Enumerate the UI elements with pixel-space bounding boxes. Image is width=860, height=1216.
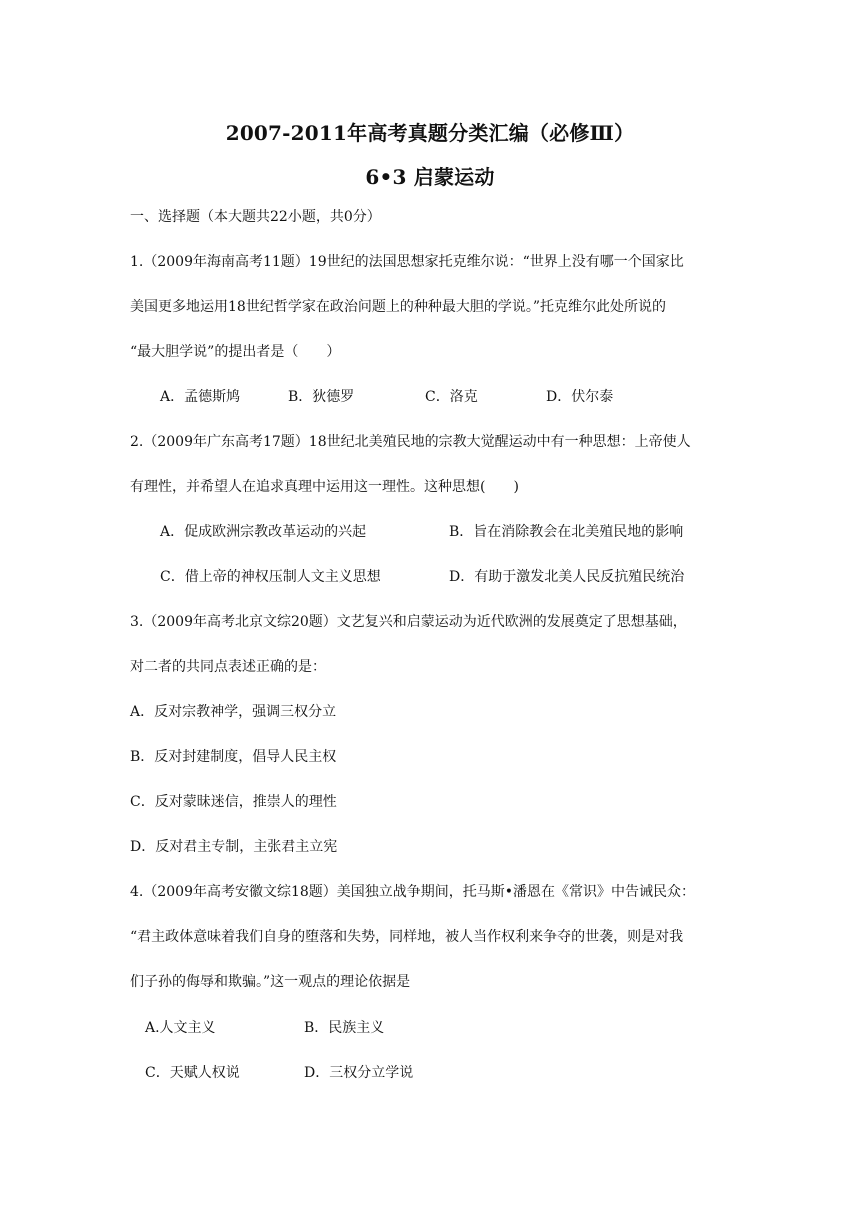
- section-heading: 一、选择题（本大题共22小题，共0分）: [130, 209, 381, 225]
- question-1-option-a[interactable]: A．孟德斯鸠: [160, 389, 241, 405]
- question-1-line-3: “最大胆学说”的提出者是（ ）: [130, 344, 341, 360]
- question-3-option-b[interactable]: B．反对封建制度，倡导人民主权: [130, 749, 337, 765]
- question-3-line-2: 对二者的共同点表述正确的是：: [130, 659, 326, 675]
- question-4-option-d[interactable]: D．三权分立学说: [304, 1065, 414, 1081]
- question-1-option-b[interactable]: B．狄德罗: [288, 389, 355, 405]
- page-subtitle: 6•3 启蒙运动: [365, 165, 495, 189]
- question-2-option-b[interactable]: B．旨在消除教会在北美殖民地的影响: [449, 524, 684, 540]
- question-4-line-3: 们子孙的侮辱和欺骗。”这一观点的理论依据是: [130, 974, 411, 990]
- question-3-option-d[interactable]: D．反对君主专制，主张君主立宪: [130, 839, 338, 855]
- page-title: 2007-2011年高考真题分类汇编（必修Ⅲ）: [225, 121, 635, 145]
- question-3-option-c[interactable]: C．反对蒙昧迷信，推崇人的理性: [130, 794, 337, 810]
- question-4-option-c[interactable]: C．天赋人权说: [145, 1065, 240, 1081]
- question-1-line-1: 1.（2009年海南高考11题）19世纪的法国思想家托克维尔说：“世界上没有哪一个国家比: [130, 254, 684, 270]
- question-4-option-a[interactable]: A.人文主义: [145, 1020, 216, 1036]
- question-1-option-c[interactable]: C．洛克: [425, 389, 478, 405]
- question-2-line-2: 有理性，并希望人在追求真理中运用这一理性。这种思想( ): [130, 479, 519, 495]
- question-1-line-2: 美国更多地运用18世纪哲学家在政治问题上的种种最大胆的学说。”托克维尔此处所说的: [130, 299, 666, 315]
- question-2-line-1: 2.（2009年广东高考17题）18世纪北美殖民地的宗教大觉醒运动中有一种思想：上帝使人: [130, 434, 691, 450]
- question-1-option-d[interactable]: D．伏尔泰: [546, 389, 614, 405]
- question-2-option-d[interactable]: D．有助于激发北美人民反抗殖民统治: [449, 569, 685, 585]
- question-4-line-1: 4.（2009年高考安徽文综18题）美国独立战争期间，托马斯•潘恩在《常识》中告诫民众：: [130, 884, 696, 900]
- question-2-option-c[interactable]: C．借上帝的神权压制人文主义思想: [160, 569, 381, 585]
- question-3-line-1: 3.（2009年高考北京文综20题）文艺复兴和启蒙运动为近代欧洲的发展奠定了思想基础，: [130, 614, 687, 630]
- question-4-option-b[interactable]: B．民族主义: [304, 1020, 385, 1036]
- question-3-option-a[interactable]: A．反对宗教神学，强调三权分立: [130, 704, 337, 720]
- question-4-line-2: “君主政体意味着我们自身的堕落和失势，同样地，被人当作权利来争夺的世袭，则是对我: [130, 929, 684, 945]
- question-2-option-a[interactable]: A．促成欧洲宗教改革运动的兴起: [160, 524, 367, 540]
